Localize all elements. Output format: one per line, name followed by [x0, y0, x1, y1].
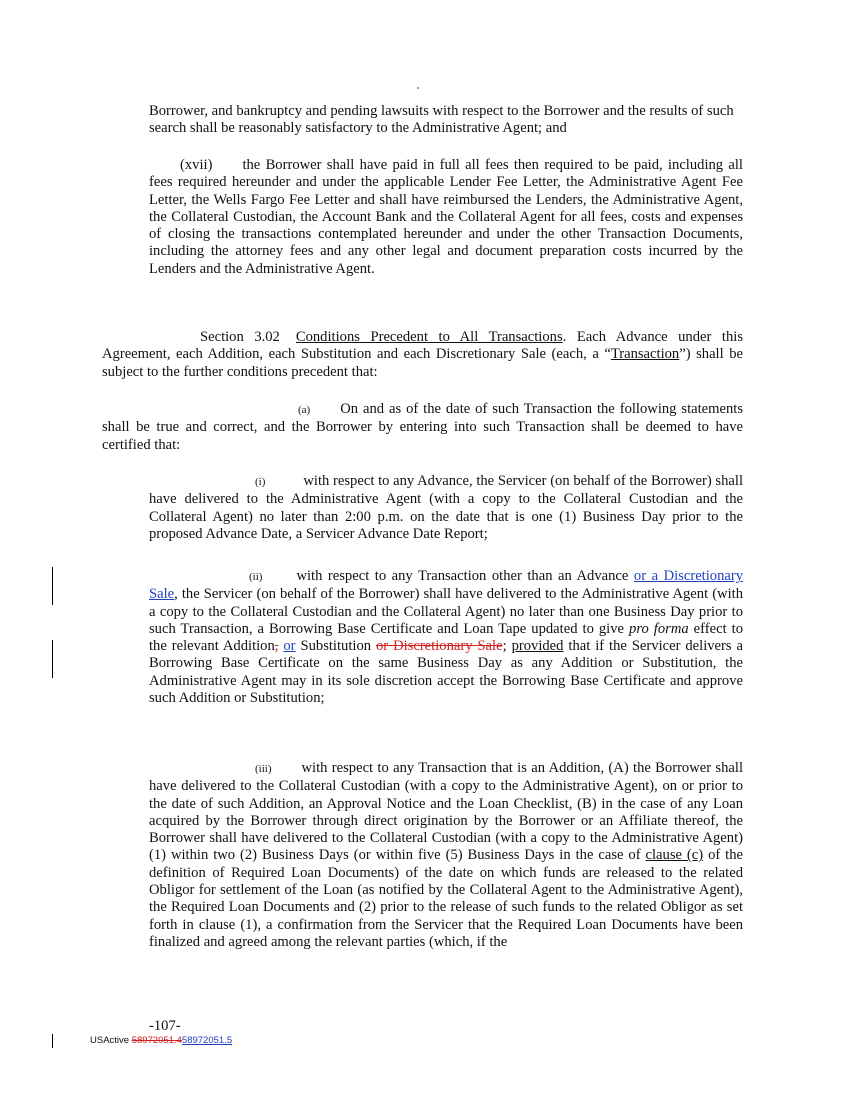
clause-a	[102, 401, 743, 454]
inserted-doc-id: 58972051.5	[181, 1035, 233, 1046]
clause-a-marker: (a)	[298, 404, 311, 416]
change-bar	[52, 1034, 53, 1048]
document-id: USActive 58972051.458972051.5	[90, 1035, 233, 1046]
clause-iii-marker: (iii)	[255, 763, 272, 775]
italic-term: pro forma	[629, 620, 689, 637]
deleted-doc-id: 58972051.4	[131, 1035, 182, 1046]
clause-reference: clause (c)	[645, 847, 704, 864]
section-heading: Conditions Precedent to All Transactions	[295, 329, 563, 345]
scan-dot	[417, 87, 419, 89]
inserted-text: or a Discretionary Sale	[149, 568, 744, 603]
clause-xvii	[149, 157, 743, 278]
clause-i-marker: (i)	[255, 476, 266, 488]
deleted-text: ,	[274, 638, 279, 655]
defined-term-transaction: Transaction	[610, 346, 680, 363]
clause-xvii-marker: (xvii)	[180, 157, 213, 173]
deleted-text: or Discretionary Sale	[375, 638, 503, 655]
section-number: Section 3.02	[200, 329, 280, 345]
continuation-paragraph: Borrower, and bankruptcy and pending lawsuits with respect to the Borrower and the results of such search shall be reasonably satisfactory to the Administrative Agent; and	[149, 103, 734, 137]
page-number: -107-	[149, 1018, 181, 1034]
clause-iii: (iii) with respect to any Transaction that is an Addition, (A) the Borrower shall have delivered to the Collateral Custodian (with a copy to the Administrative Agent), on or prior to the date of such Addition, an Approval Notice and the Loan Checklist, (B) in the case of any Loan acquired by the Borrower through direct origination by the Borrower or an Affiliate thereof, the Borrower shall have delivered to the Collateral Custodian (with a copy to the Administrative Agent) (1) within two (2) Business Days (or within five (5) Business Days in the case of clause (c) of the definition of Required Loan Documents) of the date on which funds are released to the related Obligor for settlement of the Loan (as notified by the Collateral Agent to the Administrative Agent), the Required Loan Documents and (2) prior to the release of such funds to the related Obligor as set forth in clause (1), a confirmation from the Servicer that the Required Loan Documents have been finalized and agreed among the relevant parties (which, if the	[149, 760, 743, 950]
change-bar	[52, 640, 53, 678]
clause-ii: (ii) with respect to any Transaction other than an Advance or a Discretionary Sale, the Servicer (on behalf of the Borrower) shall have delivered to the Administrative Agent (with a copy to the Collateral Custodian and the Collateral Agent) no later than one Business Day prior to such Transaction, a Borrowing Base Certificate and Loan Tape updated to give pro forma effect to the relevant Addition, or Substitution or Discretionary Sale; provided that if the Servicer delivers a Borrowing Base Certificate on the same Business Day as any Addition or Substitution, the Administrative Agent may in its sole discretion accept the Borrowing Base Certificate and approve such Addition or Substitution;	[149, 568, 744, 707]
proviso-term: provided	[511, 638, 564, 655]
section-3-02: Section 3.02 Conditions Precedent to All Transactions. Each Advance under this Agreement, each Addition, each Substitution and each Discretionary Sale (each, a “Transaction”) shall be subject to the further conditions precedent that:	[102, 329, 743, 380]
clause-i-text: with respect to any Advance, the Servicer (on behalf of the Borrower) shall have delivered to the Administrative Agent (with a copy to the Collateral Custodian and the Collateral Agent) no later than 2:00 p.m. on the date that is one (1) Business Day prior to the proposed Advance Date, a Servicer Advance Date Report;	[149, 473, 743, 542]
clause-a-text: On and as of the date of such Transaction the following statements shall be true and correct, and the Borrower by entering into such Transaction shall be deemed to have certified that:	[102, 401, 743, 453]
change-bar	[52, 567, 53, 605]
clause-xvii-text: the Borrower shall have paid in full all fees then required to be paid, including all fees required hereunder and under the applicable Lender Fee Letter, the Administrative Agent Fee Letter, the Wells Fargo Fee Letter and shall have reimbursed the Lenders, the Administrative Agent, the Collateral Custodian, the Account Bank and the Collateral Agent for all fees, costs and expenses of closing the transactions contemplated hereunder and under the other Transaction Documents, including the attorney fees and any other legal and document preparation costs incurred by the Lenders and the Administrative Agent.	[149, 157, 743, 277]
clause-ii-marker: (ii)	[249, 571, 263, 583]
clause-i	[149, 473, 743, 543]
inserted-text: or	[283, 638, 296, 655]
